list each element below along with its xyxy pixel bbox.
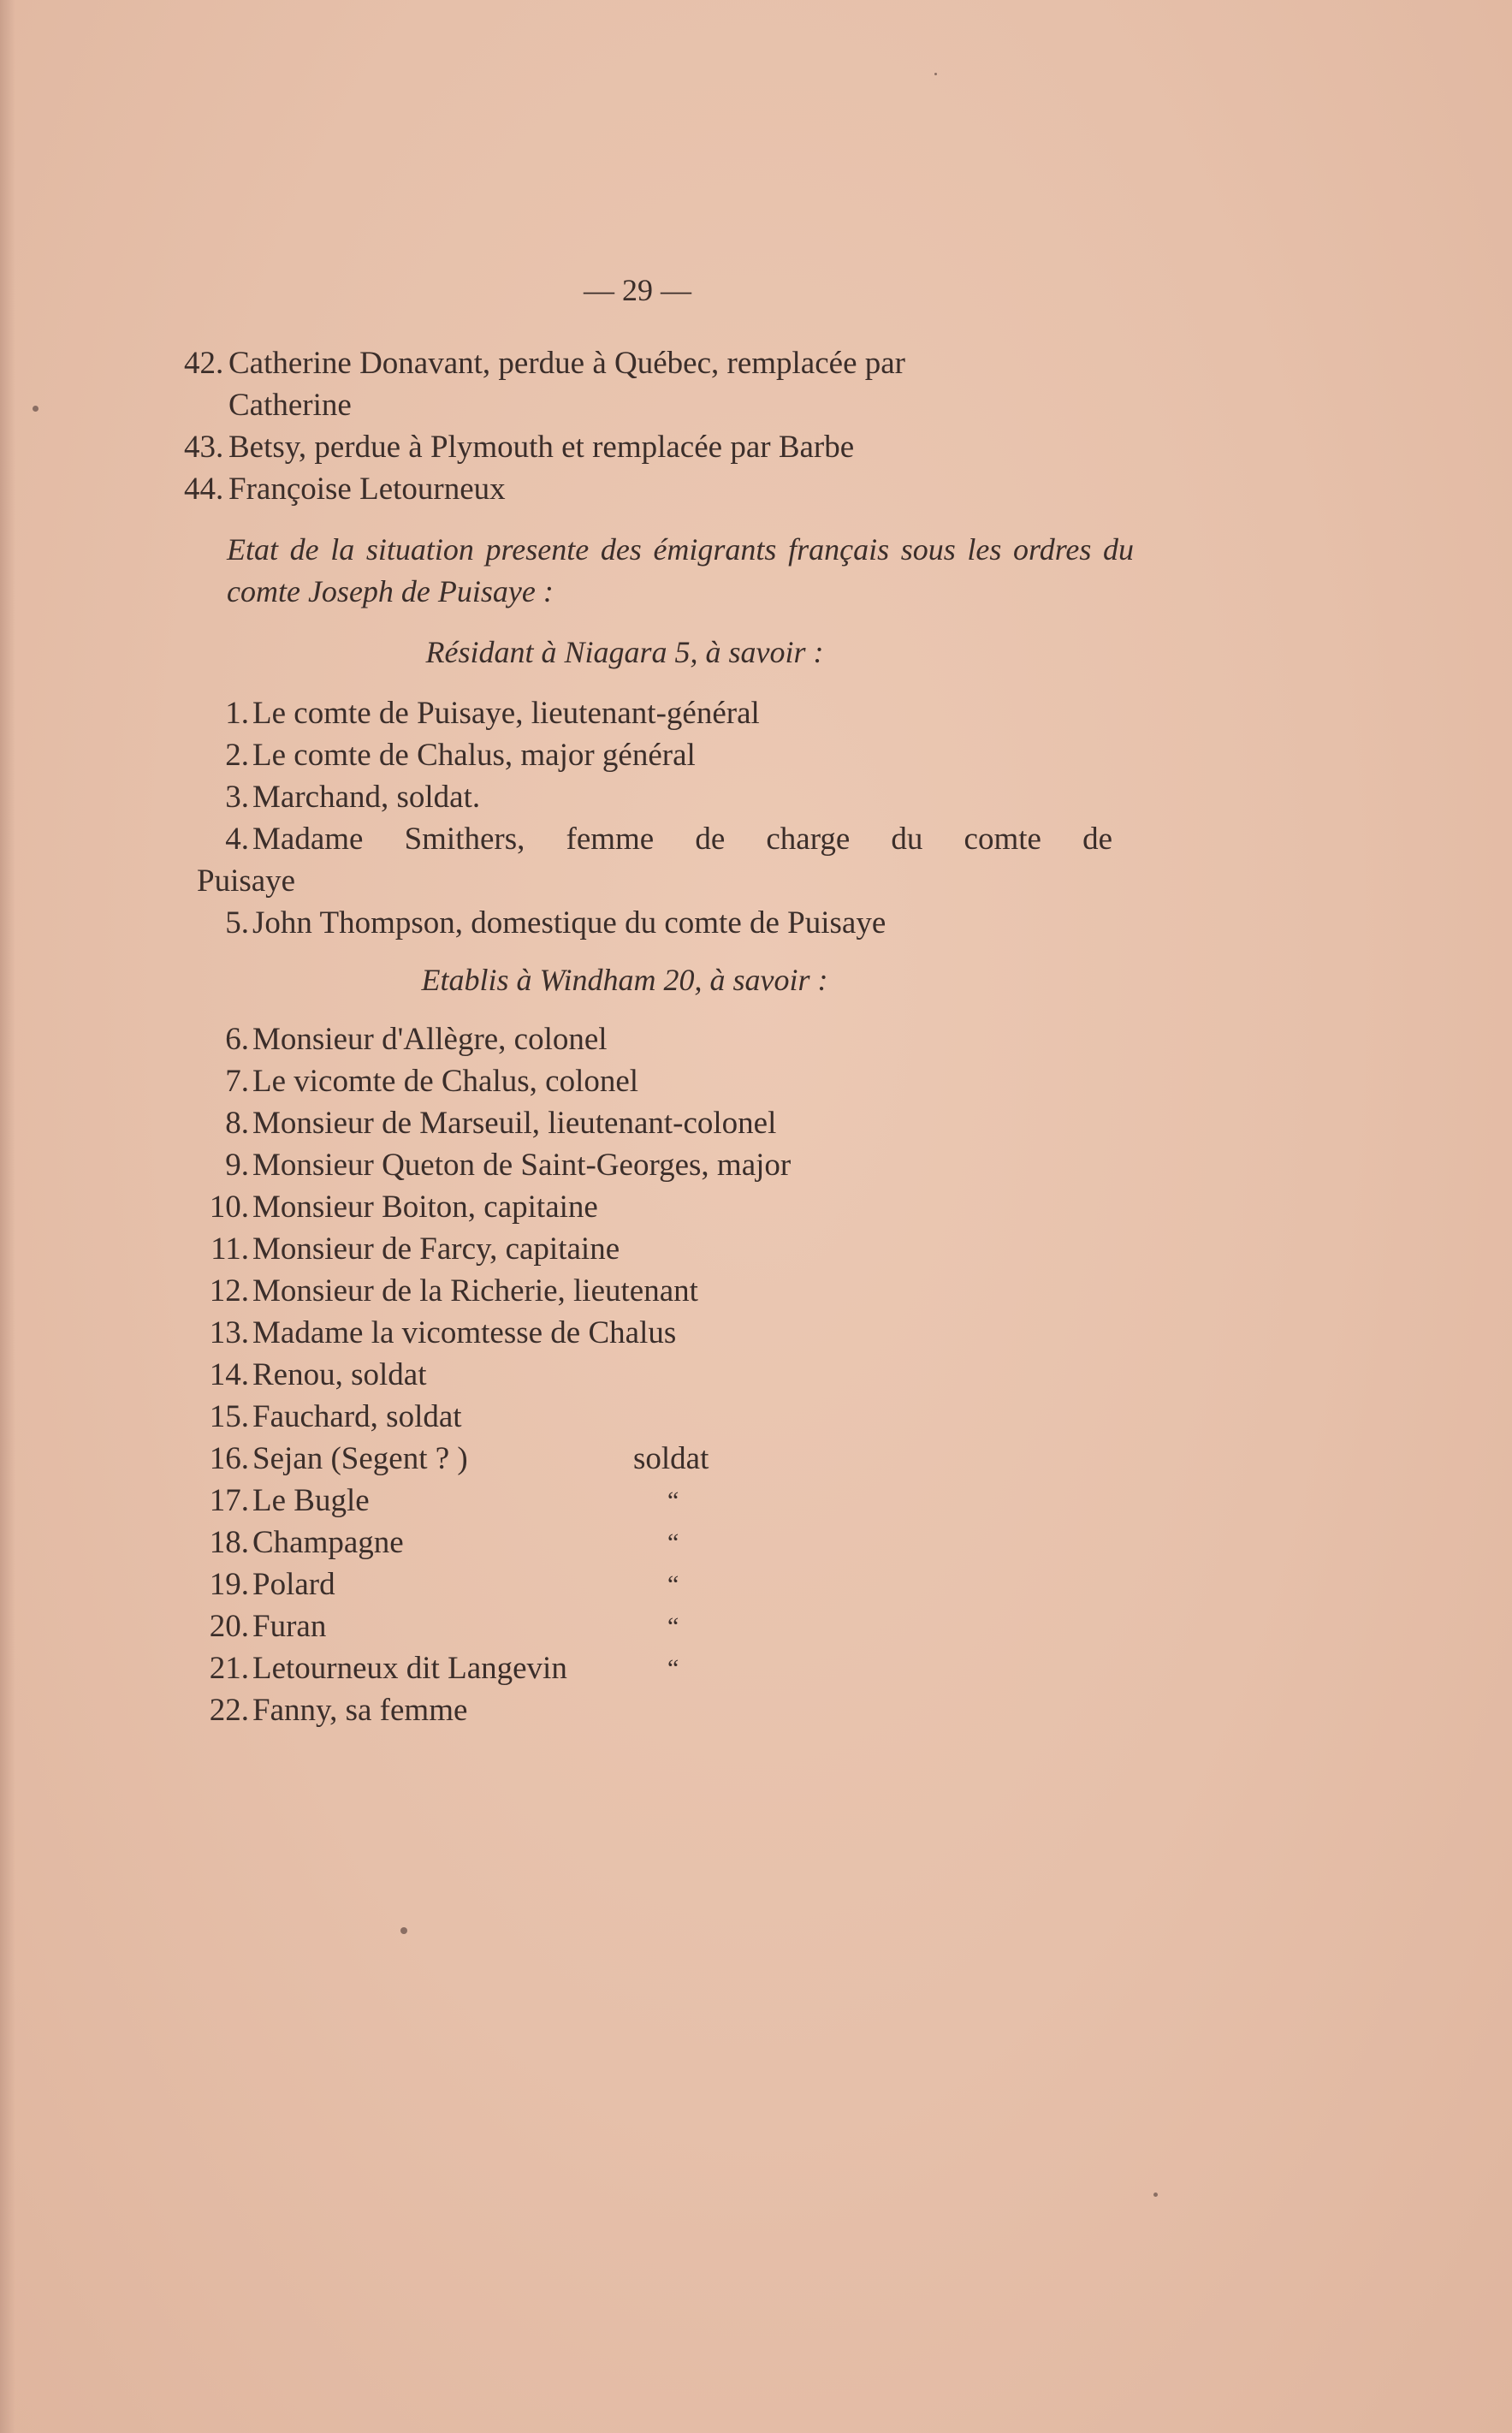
entry-number: 9. bbox=[225, 1148, 249, 1183]
entry-number: 2. bbox=[225, 738, 249, 773]
list-item bbox=[184, 342, 1134, 426]
entry-number: 42. bbox=[184, 346, 224, 381]
ditto-mark: “ bbox=[667, 1487, 679, 1515]
entry-number: 10. bbox=[209, 1190, 249, 1225]
list-item bbox=[184, 1102, 1134, 1144]
entry-text: Madame la vicomtesse de Chalus bbox=[252, 1315, 677, 1350]
ditto-mark: “ bbox=[667, 1654, 679, 1682]
entry-text: Marchand, soldat. bbox=[252, 780, 481, 815]
entry-number: 14. bbox=[209, 1357, 249, 1392]
entry-text: Le comte de Puisaye, lieutenant-général bbox=[252, 696, 760, 731]
list-item bbox=[184, 1522, 1134, 1564]
list-item bbox=[184, 1060, 1134, 1102]
windham-list bbox=[184, 1018, 1134, 1731]
entry-number: 16. bbox=[209, 1441, 249, 1476]
list-item bbox=[184, 1689, 1134, 1731]
entry-number: 18. bbox=[209, 1525, 249, 1560]
entry-number: 15. bbox=[209, 1399, 249, 1434]
entry-number: 3. bbox=[225, 780, 249, 815]
page-content bbox=[184, 342, 1134, 1731]
entry-text: Monsieur de Marseuil, lieutenant-colonel bbox=[252, 1106, 777, 1141]
entry-text: Fauchard, soldat bbox=[252, 1399, 462, 1434]
rank-label: soldat bbox=[633, 1441, 709, 1476]
entry-number: 21. bbox=[209, 1651, 249, 1686]
entry-number: 17. bbox=[209, 1483, 249, 1518]
entry-number: 22. bbox=[209, 1693, 249, 1728]
section-title-niagara: Résidant à Niagara 5, à savoir : bbox=[425, 635, 824, 669]
entry-text: Polard bbox=[252, 1567, 335, 1602]
entry-number: 8. bbox=[225, 1106, 249, 1141]
list-item bbox=[184, 734, 1134, 776]
entry-number: 20. bbox=[209, 1609, 249, 1644]
entry-text: Letourneux dit Langevin bbox=[252, 1651, 567, 1686]
entry-number: 6. bbox=[225, 1022, 249, 1057]
list-item bbox=[184, 818, 1134, 902]
entry-number: 5. bbox=[225, 905, 249, 941]
list-item bbox=[184, 1018, 1134, 1060]
top-entries bbox=[184, 342, 1134, 510]
list-item bbox=[184, 1647, 1134, 1689]
paper-speck bbox=[1153, 2193, 1158, 2197]
entry-text: Monsieur de la Richerie, lieutenant bbox=[252, 1273, 698, 1308]
list-item bbox=[184, 1480, 1134, 1522]
entry-text: John Thompson, domestique du comte de Puisaye bbox=[252, 905, 886, 941]
entry-number: 44. bbox=[184, 472, 224, 507]
entry-text: Le Bugle bbox=[252, 1483, 370, 1518]
entry-number: 7. bbox=[225, 1064, 249, 1099]
entry-number: 43. bbox=[184, 430, 224, 465]
list-item bbox=[184, 1605, 1134, 1647]
entry-text: Renou, soldat bbox=[252, 1357, 427, 1392]
entry-text: Françoise Letourneux bbox=[228, 472, 506, 507]
list-item bbox=[184, 1564, 1134, 1605]
paper-speck bbox=[33, 406, 39, 412]
paper-speck bbox=[934, 73, 937, 75]
paper-speck bbox=[400, 1927, 407, 1934]
entry-text: Le vicomte de Chalus, colonel bbox=[252, 1064, 639, 1099]
ditto-mark: “ bbox=[667, 1570, 679, 1599]
page-number: — 29 — bbox=[584, 273, 691, 307]
entry-text: Monsieur d'Allègre, colonel bbox=[252, 1022, 608, 1057]
section-title-windham: Etablis à Windham 20, à savoir : bbox=[421, 963, 828, 997]
niagara-list bbox=[184, 692, 1134, 944]
entry-number: 12. bbox=[209, 1273, 249, 1308]
entry-number: 4. bbox=[225, 822, 249, 857]
entry-text: Monsieur Boiton, capitaine bbox=[252, 1190, 598, 1225]
list-item bbox=[184, 1144, 1134, 1186]
entry-text: Monsieur Queton de Saint-Georges, major bbox=[252, 1148, 792, 1183]
list-item bbox=[184, 692, 1134, 734]
entry-text: Monsieur de Farcy, capitaine bbox=[252, 1231, 620, 1267]
entry-number: 13. bbox=[209, 1315, 249, 1350]
list-item bbox=[184, 1270, 1134, 1312]
list-item bbox=[184, 1228, 1134, 1270]
entry-continuation: Catherine bbox=[228, 388, 352, 423]
entry-text: Furan bbox=[252, 1609, 327, 1644]
entry-number: 11. bbox=[210, 1231, 249, 1267]
entry-number: 19. bbox=[209, 1567, 249, 1602]
entry-text: Betsy, perdue à Plymouth et remplacée par Barbe bbox=[228, 430, 855, 465]
list-item bbox=[184, 776, 1134, 818]
entry-text: Champagne bbox=[252, 1525, 404, 1560]
entry-text: Madame Smithers, femme de charge du comte de bbox=[252, 822, 1112, 857]
page-left-edge bbox=[0, 0, 15, 2433]
entry-text: Fanny, sa femme bbox=[252, 1693, 468, 1728]
entry-continuation: Puisaye bbox=[197, 863, 296, 899]
list-item bbox=[184, 1396, 1134, 1438]
entry-text: Le comte de Chalus, major général bbox=[252, 738, 696, 773]
list-item bbox=[184, 1354, 1134, 1396]
list-item bbox=[184, 1438, 1134, 1480]
ditto-mark: “ bbox=[667, 1612, 679, 1641]
section-intro-heading: Etat de la situation presente des émigrants français sous les ordres du comte Joseph de Puisaye : bbox=[227, 532, 1134, 608]
list-item bbox=[184, 1312, 1134, 1354]
list-item bbox=[184, 468, 1134, 510]
list-item bbox=[184, 902, 1134, 944]
list-item bbox=[184, 426, 1134, 468]
list-item bbox=[184, 1186, 1134, 1228]
ditto-mark: “ bbox=[667, 1528, 679, 1557]
entry-text: Catherine Donavant, perdue à Québec, remplacée par bbox=[228, 346, 905, 381]
entry-number: 1. bbox=[225, 696, 249, 731]
entry-text: Sejan (Segent ? ) bbox=[252, 1441, 468, 1476]
